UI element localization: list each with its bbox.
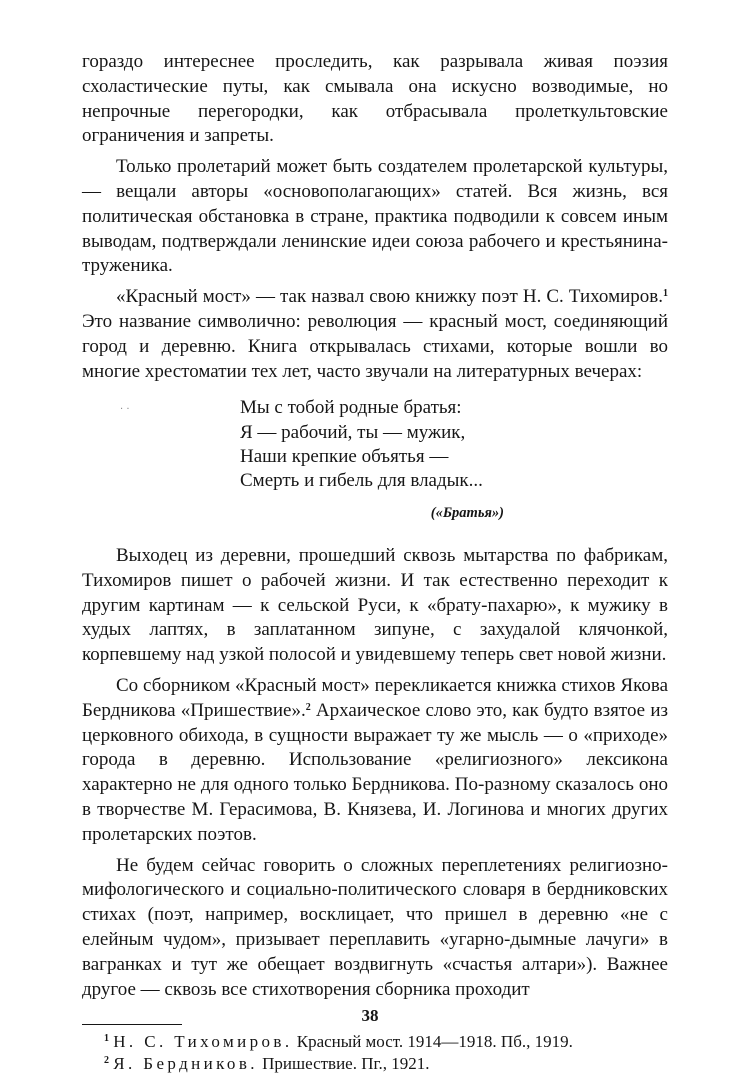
paragraph-3-start: «Красный мост» — так назвал свою книжку поэт Н. С. Тихомиров. — [116, 286, 663, 308]
paragraph-6: Не будем сейчас говорить о сложных переплетениях религиозно-мифологического и социально-политического словаря в бердниковских стихах (поэт, например, восклицает, что пришел в деревню «не с елейным чудом», призывает переплавить «угарно-дымные лачуги» в вагранках и тут же обещает воздвигнуть «счастья алтари»). Важнее другое — сквозь все стихотворения сборника проходит — [82, 854, 668, 1000]
footnote-2 — [82, 1053, 668, 1075]
scan-speck: · · — [120, 404, 130, 415]
footnotes — [82, 1031, 668, 1075]
paragraph-3 — [82, 285, 668, 384]
paragraph-1: гораздо интереснее проследить, как разрывала живая поэзия схоластические путы, как смывала она искусно возводимые, но непрочные перегородки, как отбрасывала пролеткультовские ограничения и запреты. — [82, 51, 668, 147]
verse-source: («Братья») — [430, 505, 504, 522]
page-number: 38 — [361, 1006, 379, 1025]
page-body — [82, 50, 668, 1075]
footnote-ref-1[interactable]: 1 — [663, 288, 668, 300]
paragraph-2: Только пролетарий может быть создателем пролетарской культуры, — вещали авторы «основополагающих» статей. Вся жизнь, вся политическая обстановка в стране, практика подводили к совсем иным выводам, подтверждали ленинские идеи союза рабочего и крестьянина-труженика. — [82, 156, 668, 277]
paragraph-5 — [82, 674, 668, 848]
footnote-author: Н. С. Тихомиров. — [113, 1032, 293, 1052]
footnote-marker: 1 — [104, 1033, 109, 1045]
footnote-text: Пришествие. Пг., 1921. — [257, 1054, 430, 1074]
paragraph-4: Выходец из деревни, прошедший сквозь мытарства по фабрикам, Тихомиров пишет о рабочей жизни. И так естественно переходит к другим картинам — к сельской Руси, к «брату-пахарю», к мужику в худых лаптях, в заплатанном зипуне, с захудалой клячонкой, корпевшему над узкой полосой и увидевшему теперь свет новой жизни. — [82, 544, 668, 666]
verse-line: Я — рабочий, ты — мужик, — [240, 421, 466, 443]
paragraph-3-end: Это название символично: революция — красный мост, соединяющий город и деревню. Книга открывалась стихами, которые вошли во многие хрестоматии тех лет, часто звучали на литературных вечерах: — [82, 310, 668, 382]
verse-block — [240, 396, 668, 493]
footnote-1 — [82, 1031, 668, 1053]
footnote-marker: 2 — [104, 1055, 109, 1067]
paragraph-5-end: Архаическое слово это, как будто взятое из церковного обихода, в сущности выражает ту же мысль — о «приходе» города в деревню. Использование «религиозного» лексикона характерно не для одного только Бердникова. По-разному сказалось оно в творчестве М. Герасимова, В. Князева, И. Логинова и многих других пролетарских поэтов. — [82, 699, 669, 845]
verse-line: Смерть и гибель для владык... — [240, 469, 483, 491]
paragraph-5-start: Со сборником «Красный мост» перекликается книжка стихов Якова Бердникова «Пришествие». — [82, 674, 668, 721]
footnote-text: Красный мост. 1914—1918. Пб., 1919. — [292, 1032, 573, 1052]
footnote-author: Я. Бердников. — [113, 1054, 258, 1074]
verse-line: Наши крепкие объятья — — [240, 445, 449, 467]
footnote-ref-2[interactable]: 2 — [305, 701, 311, 713]
verse-line: Мы с тобой родные братья: — [240, 397, 462, 419]
